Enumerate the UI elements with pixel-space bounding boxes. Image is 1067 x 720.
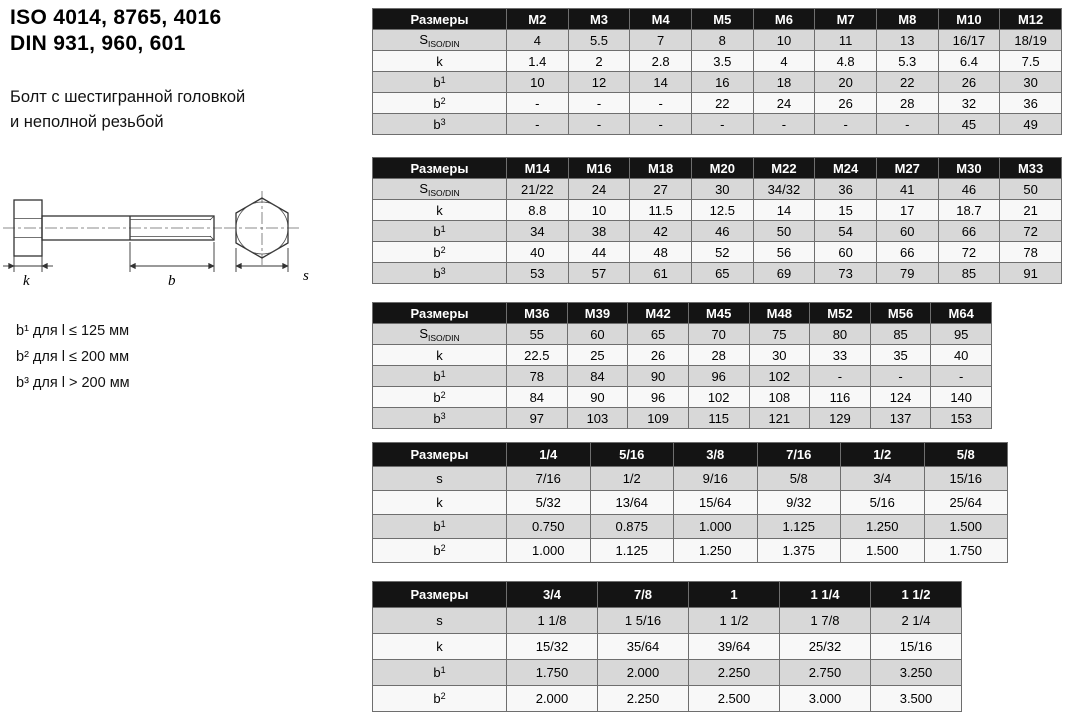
value-cell: 3/4 xyxy=(841,467,925,491)
value-cell: 5/16 xyxy=(841,491,925,515)
value-cell: 53 xyxy=(507,263,569,284)
dimension-label-s: s xyxy=(303,268,309,284)
value-cell: 5/8 xyxy=(757,467,841,491)
value-cell: 1.375 xyxy=(757,539,841,563)
row-label: $b^2$ xyxy=(373,387,507,408)
value-cell: - xyxy=(507,114,569,135)
value-cell: 30 xyxy=(1000,72,1062,93)
value-cell: 115 xyxy=(688,408,749,429)
value-cell: 4 xyxy=(753,51,815,72)
value-cell: 24 xyxy=(753,93,815,114)
value-cell: 60 xyxy=(567,324,628,345)
table-row xyxy=(373,634,962,660)
table-header-size-cell: M4 xyxy=(630,9,692,30)
table-row xyxy=(373,366,992,387)
value-cell: 12.5 xyxy=(691,200,753,221)
value-cell: - xyxy=(630,114,692,135)
table-header-size-cell: 7/16 xyxy=(757,443,841,467)
value-cell: 14 xyxy=(753,200,815,221)
value-cell: 57 xyxy=(568,263,630,284)
value-cell: 27 xyxy=(630,179,692,200)
dimension-table-2 xyxy=(372,157,1062,284)
table-header-size-cell: M20 xyxy=(691,158,753,179)
value-cell: 140 xyxy=(931,387,992,408)
value-cell: 15/32 xyxy=(507,634,598,660)
value-cell: 38 xyxy=(568,221,630,242)
value-cell: 50 xyxy=(1000,179,1062,200)
value-cell: 12 xyxy=(568,72,630,93)
value-cell: 20 xyxy=(815,72,877,93)
value-cell: 21 xyxy=(1000,200,1062,221)
table-row xyxy=(373,686,962,712)
value-cell: 1.000 xyxy=(507,539,591,563)
table-header-size-cell: M18 xyxy=(630,158,692,179)
value-cell: 2.8 xyxy=(630,51,692,72)
row-label: s xyxy=(373,608,507,634)
row-label: k xyxy=(373,491,507,515)
value-cell: 1.750 xyxy=(924,539,1008,563)
value-cell: 95 xyxy=(931,324,992,345)
value-cell: 1.000 xyxy=(674,515,758,539)
value-cell: 84 xyxy=(567,366,628,387)
note-b3: b³ для l > 200 мм xyxy=(16,375,130,391)
value-cell: 1 5/16 xyxy=(598,608,689,634)
table-row xyxy=(373,345,992,366)
value-cell: 96 xyxy=(688,366,749,387)
table-header-size-cell: M8 xyxy=(876,9,938,30)
value-cell: 65 xyxy=(691,263,753,284)
value-cell: 2.000 xyxy=(507,686,598,712)
value-cell: 69 xyxy=(753,263,815,284)
value-cell: 42 xyxy=(630,221,692,242)
table-header-size-cell: M5 xyxy=(691,9,753,30)
value-cell: 109 xyxy=(628,408,689,429)
value-cell: 44 xyxy=(568,242,630,263)
value-cell: 36 xyxy=(1000,93,1062,114)
value-cell: 2.250 xyxy=(689,660,780,686)
value-cell: 1.250 xyxy=(674,539,758,563)
table-row xyxy=(373,242,1062,263)
value-cell: 33 xyxy=(810,345,871,366)
value-cell: 13 xyxy=(876,30,938,51)
value-cell: 46 xyxy=(691,221,753,242)
description-line-2: и неполной резьбой xyxy=(10,113,164,131)
dimension-label-b: b xyxy=(168,273,176,289)
value-cell: 78 xyxy=(1000,242,1062,263)
table-row xyxy=(373,539,1008,563)
value-cell: 25 xyxy=(567,345,628,366)
value-cell: 4.8 xyxy=(815,51,877,72)
value-cell: 15 xyxy=(815,200,877,221)
table-header-size-cell: M30 xyxy=(938,158,1000,179)
standard-din-title: DIN 931, 960, 601 xyxy=(10,32,186,55)
value-cell: 153 xyxy=(931,408,992,429)
value-cell: 8.8 xyxy=(507,200,569,221)
table-header-size-cell: M45 xyxy=(688,303,749,324)
row-label: $S_{ISO/DIN}$ xyxy=(373,179,507,200)
value-cell: 56 xyxy=(753,242,815,263)
row-label: $b^1$ xyxy=(373,660,507,686)
value-cell: 129 xyxy=(810,408,871,429)
value-cell: 102 xyxy=(749,366,810,387)
value-cell: 22 xyxy=(876,72,938,93)
value-cell: 30 xyxy=(691,179,753,200)
value-cell: 2.250 xyxy=(598,686,689,712)
value-cell: 18 xyxy=(753,72,815,93)
table-row xyxy=(373,179,1062,200)
value-cell: 137 xyxy=(870,408,931,429)
value-cell: 52 xyxy=(691,242,753,263)
value-cell: 7/16 xyxy=(507,467,591,491)
value-cell: 1 1/8 xyxy=(507,608,598,634)
table-row xyxy=(373,491,1008,515)
table-header-size-cell: M42 xyxy=(628,303,689,324)
value-cell: 10 xyxy=(568,200,630,221)
value-cell: 11.5 xyxy=(630,200,692,221)
table-header-size-cell: M2 xyxy=(507,9,569,30)
value-cell: 1 1/2 xyxy=(689,608,780,634)
value-cell: 84 xyxy=(507,387,568,408)
value-cell: 1.4 xyxy=(507,51,569,72)
row-label: $b^1$ xyxy=(373,515,507,539)
value-cell: 85 xyxy=(938,263,1000,284)
value-cell: 124 xyxy=(870,387,931,408)
value-cell: 121 xyxy=(749,408,810,429)
value-cell: 3.500 xyxy=(871,686,962,712)
thread-length-notes xyxy=(16,318,130,396)
table-row xyxy=(373,387,992,408)
value-cell: 15/16 xyxy=(924,467,1008,491)
table-header-size-cell: M3 xyxy=(568,9,630,30)
table-header-size-cell: 3/8 xyxy=(674,443,758,467)
value-cell: 78 xyxy=(507,366,568,387)
value-cell: 2.000 xyxy=(598,660,689,686)
value-cell: 14 xyxy=(630,72,692,93)
table-row xyxy=(373,30,1062,51)
table-header-size-cell: M33 xyxy=(1000,158,1062,179)
value-cell: 48 xyxy=(630,242,692,263)
row-label: s xyxy=(373,467,507,491)
table-header-size-cell: 1/2 xyxy=(841,443,925,467)
value-cell: 3.5 xyxy=(691,51,753,72)
value-cell: 102 xyxy=(688,387,749,408)
table-header-size-cell: 5/16 xyxy=(590,443,674,467)
value-cell: 2.750 xyxy=(780,660,871,686)
value-cell: - xyxy=(630,93,692,114)
value-cell: 61 xyxy=(630,263,692,284)
value-cell: 35 xyxy=(870,345,931,366)
value-cell: 66 xyxy=(876,242,938,263)
value-cell: 2.500 xyxy=(689,686,780,712)
value-cell: 10 xyxy=(507,72,569,93)
table-header-size-cell: 7/8 xyxy=(598,582,689,608)
row-label: $b^3$ xyxy=(373,114,507,135)
row-label: k xyxy=(373,345,507,366)
value-cell: 25/64 xyxy=(924,491,1008,515)
value-cell: - xyxy=(876,114,938,135)
table-header-size-cell: M7 xyxy=(815,9,877,30)
table-header-size-cell: M52 xyxy=(810,303,871,324)
row-label: k xyxy=(373,634,507,660)
value-cell: 60 xyxy=(876,221,938,242)
row-label: $b^3$ xyxy=(373,408,507,429)
value-cell: 17 xyxy=(876,200,938,221)
value-cell: 5.5 xyxy=(568,30,630,51)
table-header-size-cell: 1/4 xyxy=(507,443,591,467)
row-label: k xyxy=(373,51,507,72)
table-header-size-cell: 1 1/2 xyxy=(871,582,962,608)
left-panel xyxy=(0,0,370,720)
table-header-size-cell: 3/4 xyxy=(507,582,598,608)
table-header-size-cell: M24 xyxy=(815,158,877,179)
table-header-size-cell: 1 1/4 xyxy=(780,582,871,608)
value-cell: 3.000 xyxy=(780,686,871,712)
value-cell: - xyxy=(815,114,877,135)
value-cell: - xyxy=(507,93,569,114)
row-label: $S_{ISO/DIN}$ xyxy=(373,324,507,345)
value-cell: 75 xyxy=(749,324,810,345)
row-label: $b^2$ xyxy=(373,93,507,114)
table-row xyxy=(373,51,1062,72)
value-cell: 15/16 xyxy=(871,634,962,660)
table-row xyxy=(373,263,1062,284)
value-cell: 24 xyxy=(568,179,630,200)
table-header-size-cell: M12 xyxy=(1000,9,1062,30)
value-cell: 16/17 xyxy=(938,30,1000,51)
value-cell: 41 xyxy=(876,179,938,200)
value-cell: 34/32 xyxy=(753,179,815,200)
value-cell: 34 xyxy=(507,221,569,242)
value-cell: - xyxy=(568,114,630,135)
table-header-size-cell: 1 xyxy=(689,582,780,608)
value-cell: 21/22 xyxy=(507,179,569,200)
value-cell: - xyxy=(870,366,931,387)
table-row xyxy=(373,72,1062,93)
table-header-size-cell: M36 xyxy=(507,303,568,324)
table-header-size-cell: M64 xyxy=(931,303,992,324)
table-row xyxy=(373,324,992,345)
row-label: $b^1$ xyxy=(373,72,507,93)
value-cell: 26 xyxy=(938,72,1000,93)
table-header-size-cell: M48 xyxy=(749,303,810,324)
table-header-size-cell: M16 xyxy=(568,158,630,179)
row-label: $b^2$ xyxy=(373,539,507,563)
value-cell: 28 xyxy=(876,93,938,114)
value-cell: 45 xyxy=(938,114,1000,135)
value-cell: 4 xyxy=(507,30,569,51)
value-cell: 25/32 xyxy=(780,634,871,660)
value-cell: - xyxy=(568,93,630,114)
value-cell: 26 xyxy=(628,345,689,366)
value-cell: 1 7/8 xyxy=(780,608,871,634)
table-header-sizes-label: Размеры xyxy=(373,303,507,324)
value-cell: 90 xyxy=(567,387,628,408)
dimension-table-5 xyxy=(372,581,962,712)
row-label: $b^2$ xyxy=(373,242,507,263)
value-cell: 90 xyxy=(628,366,689,387)
value-cell: 46 xyxy=(938,179,1000,200)
value-cell: 5.3 xyxy=(876,51,938,72)
value-cell: - xyxy=(691,114,753,135)
value-cell: 49 xyxy=(1000,114,1062,135)
note-b2: b² для l ≤ 200 мм xyxy=(16,349,130,365)
value-cell: 22 xyxy=(691,93,753,114)
table-row xyxy=(373,200,1062,221)
bolt-drawing xyxy=(0,188,350,298)
table-header-size-cell: M6 xyxy=(753,9,815,30)
value-cell: 72 xyxy=(1000,221,1062,242)
value-cell: 73 xyxy=(815,263,877,284)
value-cell: 1.500 xyxy=(841,539,925,563)
value-cell: 15/64 xyxy=(674,491,758,515)
table-header-sizes-label: Размеры xyxy=(373,158,507,179)
row-label: k xyxy=(373,200,507,221)
value-cell: 40 xyxy=(507,242,569,263)
table-header-size-cell: M27 xyxy=(876,158,938,179)
value-cell: 9/32 xyxy=(757,491,841,515)
value-cell: 35/64 xyxy=(598,634,689,660)
dimension-table-4 xyxy=(372,442,1008,563)
value-cell: 60 xyxy=(815,242,877,263)
value-cell: 72 xyxy=(938,242,1000,263)
value-cell: 3.250 xyxy=(871,660,962,686)
value-cell: 1.125 xyxy=(757,515,841,539)
table-header-size-cell: M56 xyxy=(870,303,931,324)
value-cell: 66 xyxy=(938,221,1000,242)
value-cell: 1/2 xyxy=(590,467,674,491)
note-b1: b¹ для l ≤ 125 мм xyxy=(16,323,130,339)
value-cell: 2 1/4 xyxy=(871,608,962,634)
value-cell: 0.875 xyxy=(590,515,674,539)
table-header-size-cell: M39 xyxy=(567,303,628,324)
value-cell: 7 xyxy=(630,30,692,51)
value-cell: 96 xyxy=(628,387,689,408)
table-row xyxy=(373,93,1062,114)
value-cell: 1.250 xyxy=(841,515,925,539)
value-cell: 108 xyxy=(749,387,810,408)
table-row xyxy=(373,660,962,686)
value-cell: - xyxy=(753,114,815,135)
table-header-size-cell: M10 xyxy=(938,9,1000,30)
value-cell: 55 xyxy=(507,324,568,345)
value-cell: 0.750 xyxy=(507,515,591,539)
row-label: $b^3$ xyxy=(373,263,507,284)
value-cell: 6.4 xyxy=(938,51,1000,72)
row-label: $b^2$ xyxy=(373,686,507,712)
value-cell: 91 xyxy=(1000,263,1062,284)
value-cell: 50 xyxy=(753,221,815,242)
table-header-size-cell: 5/8 xyxy=(924,443,1008,467)
value-cell: 40 xyxy=(931,345,992,366)
value-cell: 30 xyxy=(749,345,810,366)
value-cell: 39/64 xyxy=(689,634,780,660)
value-cell: 70 xyxy=(688,324,749,345)
table-header-size-cell: M22 xyxy=(753,158,815,179)
value-cell: 18/19 xyxy=(1000,30,1062,51)
value-cell: 32 xyxy=(938,93,1000,114)
value-cell: 80 xyxy=(810,324,871,345)
value-cell: 36 xyxy=(815,179,877,200)
value-cell: 1.750 xyxy=(507,660,598,686)
value-cell: 103 xyxy=(567,408,628,429)
table-header-size-cell: M14 xyxy=(507,158,569,179)
table-header-sizes-label: Размеры xyxy=(373,9,507,30)
value-cell: 22.5 xyxy=(507,345,568,366)
dimension-tables-area xyxy=(372,0,1067,712)
dimension-label-k: k xyxy=(23,273,30,289)
table-row xyxy=(373,515,1008,539)
value-cell: 26 xyxy=(815,93,877,114)
value-cell: 28 xyxy=(688,345,749,366)
dimension-table-3 xyxy=(372,302,992,429)
table-row xyxy=(373,608,962,634)
value-cell: 13/64 xyxy=(590,491,674,515)
value-cell: 1.125 xyxy=(590,539,674,563)
value-cell: 2 xyxy=(568,51,630,72)
value-cell: 79 xyxy=(876,263,938,284)
standard-iso-title: ISO 4014, 8765, 4016 xyxy=(10,6,222,29)
value-cell: 10 xyxy=(753,30,815,51)
value-cell: - xyxy=(931,366,992,387)
value-cell: 54 xyxy=(815,221,877,242)
value-cell: 116 xyxy=(810,387,871,408)
value-cell: 16 xyxy=(691,72,753,93)
table-row xyxy=(373,221,1062,242)
row-label: $S_{ISO/DIN}$ xyxy=(373,30,507,51)
value-cell: 85 xyxy=(870,324,931,345)
row-label: $b^1$ xyxy=(373,221,507,242)
table-row xyxy=(373,114,1062,135)
value-cell: 8 xyxy=(691,30,753,51)
value-cell: 18.7 xyxy=(938,200,1000,221)
value-cell: - xyxy=(810,366,871,387)
description-line-1: Болт с шестигранной головкой xyxy=(10,88,246,106)
value-cell: 65 xyxy=(628,324,689,345)
value-cell: 97 xyxy=(507,408,568,429)
value-cell: 7.5 xyxy=(1000,51,1062,72)
value-cell: 1.500 xyxy=(924,515,1008,539)
table-row xyxy=(373,467,1008,491)
table-header-sizes-label: Размеры xyxy=(373,443,507,467)
value-cell: 5/32 xyxy=(507,491,591,515)
value-cell: 11 xyxy=(815,30,877,51)
dimension-table-1 xyxy=(372,8,1062,135)
table-header-sizes-label: Размеры xyxy=(373,582,507,608)
row-label: $b^1$ xyxy=(373,366,507,387)
value-cell: 9/16 xyxy=(674,467,758,491)
table-row xyxy=(373,408,992,429)
